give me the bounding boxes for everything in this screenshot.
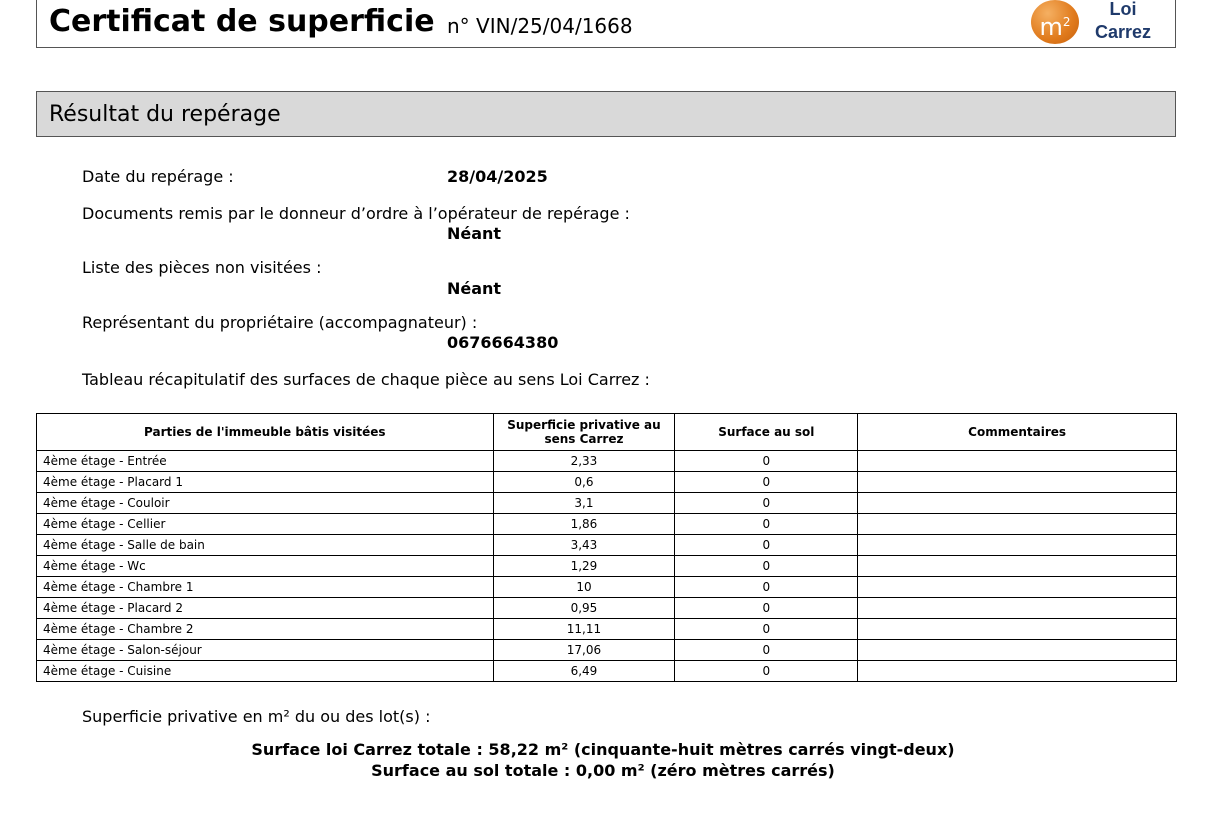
logo-line-2: Carrez <box>1094 22 1152 42</box>
cell-part: 4ème étage - Chambre 1 <box>37 577 494 598</box>
cell-sol: 0 <box>675 493 858 514</box>
cell-part: 4ème étage - Chambre 2 <box>37 619 494 640</box>
table-row <box>37 598 1177 619</box>
table-header-row <box>37 414 1177 451</box>
cell-sol: 0 <box>675 556 858 577</box>
table-row <box>37 451 1177 472</box>
header-parts: Parties de l'immeuble bâtis visitées <box>37 414 494 451</box>
cell-carrez: 1,86 <box>493 514 675 535</box>
non-visited-label: Liste des pièces non visitées : <box>82 258 322 277</box>
table-row <box>37 640 1177 661</box>
section-title: Résultat du repérage <box>49 102 281 127</box>
table-row <box>37 514 1177 535</box>
table-row <box>37 472 1177 493</box>
cell-comment <box>858 640 1177 661</box>
cell-sol: 0 <box>675 577 858 598</box>
table-row <box>37 577 1177 598</box>
cell-carrez: 0,6 <box>493 472 675 493</box>
certificate-number: n° VIN/25/04/1668 <box>447 14 633 38</box>
table-row <box>37 619 1177 640</box>
cell-comment <box>858 535 1177 556</box>
table-row <box>37 493 1177 514</box>
document-title: Certificat de superficie <box>49 4 435 39</box>
header-comments: Commentaires <box>858 414 1177 451</box>
logo-line-1: Loi <box>1109 0 1137 19</box>
cell-part: 4ème étage - Cuisine <box>37 661 494 682</box>
cell-comment <box>858 661 1177 682</box>
cell-part: 4ème étage - Entrée <box>37 451 494 472</box>
cell-carrez: 3,1 <box>493 493 675 514</box>
section-header <box>36 91 1176 137</box>
total-carrez: Surface loi Carrez totale : 58,22 m² (cinquante-huit mètres carrés vingt-deux) <box>251 740 955 759</box>
loi-carrez-logo-icon <box>1031 0 1079 44</box>
representative-value: 0676664380 <box>447 333 559 352</box>
cell-part: 4ème étage - Wc <box>37 556 494 577</box>
cell-carrez: 2,33 <box>493 451 675 472</box>
date-value: 28/04/2025 <box>447 167 548 186</box>
cell-carrez: 11,11 <box>493 619 675 640</box>
cell-comment <box>858 556 1177 577</box>
cell-sol: 0 <box>675 514 858 535</box>
cell-sol: 0 <box>675 619 858 640</box>
non-visited-value: Néant <box>447 279 502 298</box>
cell-part: 4ème étage - Placard 2 <box>37 598 494 619</box>
header-carrez: Superficie privative au sens Carrez <box>493 414 675 451</box>
cell-carrez: 6,49 <box>493 661 675 682</box>
table-row <box>37 556 1177 577</box>
documents-value: Néant <box>447 224 502 243</box>
cell-comment <box>858 514 1177 535</box>
representative-label: Représentant du propriétaire (accompagnateur) : <box>82 313 478 332</box>
logo-symbol: m <box>1039 13 1063 41</box>
cell-comment <box>858 619 1177 640</box>
cell-part: 4ème étage - Salle de bain <box>37 535 494 556</box>
cell-part: 4ème étage - Placard 1 <box>37 472 494 493</box>
surfaces-table <box>36 413 1177 682</box>
date-label: Date du repérage : <box>82 167 234 186</box>
cell-part: 4ème étage - Cellier <box>37 514 494 535</box>
cell-comment <box>858 472 1177 493</box>
header-sol: Surface au sol <box>675 414 858 451</box>
cell-carrez: 10 <box>493 577 675 598</box>
cell-sol: 0 <box>675 640 858 661</box>
cell-carrez: 1,29 <box>493 556 675 577</box>
logo-text <box>1087 0 1159 44</box>
table-row <box>37 661 1177 682</box>
cell-part: 4ème étage - Salon-séjour <box>37 640 494 661</box>
cell-sol: 0 <box>675 451 858 472</box>
cell-sol: 0 <box>675 598 858 619</box>
cell-sol: 0 <box>675 661 858 682</box>
cell-carrez: 17,06 <box>493 640 675 661</box>
header-box <box>36 0 1176 48</box>
cell-carrez: 3,43 <box>493 535 675 556</box>
table-row <box>37 535 1177 556</box>
logo-superscript: 2 <box>1062 15 1071 29</box>
cell-comment <box>858 577 1177 598</box>
cell-comment <box>858 451 1177 472</box>
documents-label: Documents remis par le donneur d’ordre à l’opérateur de repérage : <box>82 204 630 223</box>
table-intro: Tableau récapitulatif des surfaces de chaque pièce au sens Loi Carrez : <box>82 370 650 389</box>
cell-carrez: 0,95 <box>493 598 675 619</box>
total-sol: Surface au sol totale : 0,00 m² (zéro mètres carrés) <box>371 761 835 780</box>
cell-part: 4ème étage - Couloir <box>37 493 494 514</box>
cell-comment <box>858 598 1177 619</box>
cell-sol: 0 <box>675 535 858 556</box>
summary-label: Superficie privative en m² du ou des lot(s) : <box>82 707 431 726</box>
cell-comment <box>858 493 1177 514</box>
cell-sol: 0 <box>675 472 858 493</box>
